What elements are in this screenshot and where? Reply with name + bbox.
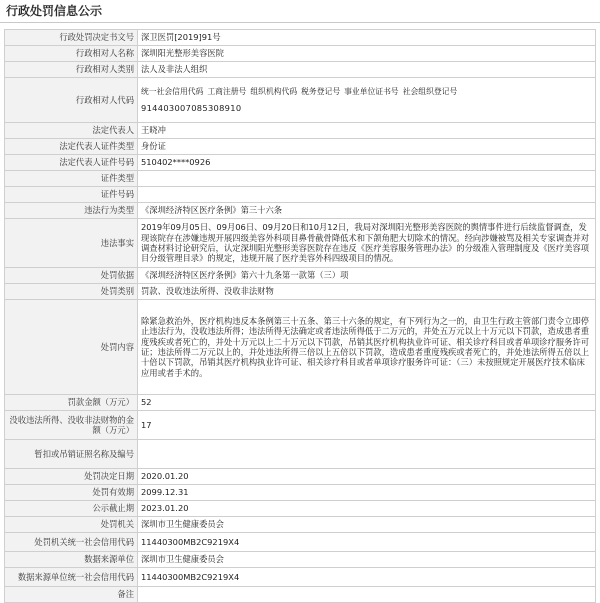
row-legal-rep-id-type: [5, 139, 596, 155]
value-party-type: 法人及非法人组织: [138, 62, 596, 78]
value-violation-type: 《深圳经济特区医疗条例》第三十六条: [138, 203, 596, 219]
value-confiscated-amount: 17: [138, 411, 596, 440]
row-publish-end: [5, 501, 596, 517]
label-content: 处罚内容: [5, 300, 138, 395]
value-fine-amount: 52: [138, 395, 596, 411]
label-license-name: 暂扣或吊销证照名称及编号: [5, 440, 138, 469]
value-license-name: [138, 440, 596, 469]
page-title: 行政处罚信息公示: [0, 0, 600, 23]
label-fine-amount: 罚款金额（万元）: [5, 395, 138, 411]
value-party-code: [138, 78, 596, 123]
value-authority-code: 11440300MB2C9219X4: [138, 533, 596, 552]
label-decision-date: 处罚决定日期: [5, 469, 138, 485]
row-basis: [5, 268, 596, 284]
subheader-social-org-reg: 社会组织登记号: [402, 86, 458, 96]
row-party-type: [5, 62, 596, 78]
value-uscc: 914403007085308910: [141, 102, 242, 113]
value-content: 除紧急救治外，医疗机构违反本条例第三十五条、第三十六条的规定，有下列行为之一的，由卫生行政主管部门责令立即停止违法行为，没收违法所得；违法所得无法确定或者违法所得低于二万元的，并处五万元以上十万元以下罚款，造成患者重度残疾或者死亡的，并处十万元以上二十万元以下罚款，吊销其医疗机构执业许可证、相关诊疗科目或者单项诊疗服务许可证；违法所得二万元以上的，并处违法所得三倍以上五倍以下罚款，造成患者重度残疾或者死亡的，并处违法所得五倍以上十倍以下罚款，吊销其医疗机构执业许可证、相关诊疗科目或者单项诊疗服务许可证：（三）未按照规定开展医疗技术临床应用或者手术的。: [138, 300, 596, 395]
subheader-business-reg: 工商注册号: [207, 86, 247, 96]
label-legal-rep: 法定代表人: [5, 123, 138, 139]
row-category: [5, 284, 596, 300]
value-doc-no: 深卫医罚[2019]91号: [138, 30, 596, 46]
value-party-name: 深圳阳光整形美容医院: [138, 46, 596, 62]
subheader-org-code: 组织机构代码: [250, 86, 298, 96]
label-authority: 处罚机关: [5, 517, 138, 533]
code-subheaders: [141, 87, 592, 97]
row-authority-code: [5, 533, 596, 552]
row-party-name: [5, 46, 596, 62]
value-basis: 《深圳经济特区医疗条例》第六十九条第一款第（三）项: [138, 268, 596, 284]
label-violation-type: 违法行为类型: [5, 203, 138, 219]
value-authority: 深圳市卫生健康委员会: [138, 517, 596, 533]
row-confiscated-amount: [5, 411, 596, 440]
label-party-code: 行政相对人代码: [5, 78, 138, 123]
row-valid-until: [5, 485, 596, 501]
row-legal-rep: [5, 123, 596, 139]
row-cert-no: [5, 187, 596, 203]
value-valid-until: 2099.12.31: [138, 485, 596, 501]
label-legal-rep-id-type: 法定代表人证件类型: [5, 139, 138, 155]
value-violation-facts: 2019年09月05日、09月06日、09月20日和10月12日，我局对深圳阳光整形美容医院的舆情事件进行后续监督调查，发现该院存在涉嫌违规开展四级美容外科项目鼻骨截骨降低术和下颌角肥大切除术的情况。经向涉嫌被骂及相关专家调查并对调查材料讨论研究后，认定深圳阳光整形美容医院存在违反《医疗美容服务管理办法》的分级准入管理制度及《医疗美容项目分级管理目录》的规定，违规开展了医疗美容外科四级项目的情况。: [138, 219, 596, 268]
label-cert-no: 证件号码: [5, 187, 138, 203]
row-cert-type: [5, 171, 596, 187]
row-decision-date: [5, 469, 596, 485]
label-legal-rep-id-no: 法定代表人证件号码: [5, 155, 138, 171]
value-publish-end: 2023.01.20: [138, 501, 596, 517]
value-remarks: [138, 587, 596, 603]
row-fine-amount: [5, 395, 596, 411]
row-authority: [5, 517, 596, 533]
value-legal-rep: 王晓冲: [138, 123, 596, 139]
label-confiscated-amount: 没收违法所得、没收非法财物的金额（万元）: [5, 411, 138, 440]
subheader-institution-cert: 事业单位证书号: [344, 86, 399, 96]
row-remarks: [5, 587, 596, 603]
row-violation-facts: [5, 219, 596, 268]
row-violation-type: [5, 203, 596, 219]
value-source-unit-code: 11440300MB2C9219X4: [138, 568, 596, 587]
label-valid-until: 处罚有效期: [5, 485, 138, 501]
row-source-unit-code: [5, 568, 596, 587]
value-cert-type: [138, 171, 596, 187]
label-authority-code: 处罚机关统一社会信用代码: [5, 533, 138, 552]
label-source-unit: 数据来源单位: [5, 552, 138, 568]
row-legal-rep-id-no: [5, 155, 596, 171]
subheader-uscc: 统一社会信用代码: [141, 86, 204, 96]
subheader-tax-reg: 税务登记号: [301, 86, 341, 96]
label-remarks: 备注: [5, 587, 138, 603]
label-cert-type: 证件类型: [5, 171, 138, 187]
value-decision-date: 2020.01.20: [138, 469, 596, 485]
row-party-code: [5, 78, 596, 123]
row-doc-no: [5, 30, 596, 46]
value-legal-rep-id-type: 身份证: [138, 139, 596, 155]
label-party-name: 行政相对人名称: [5, 46, 138, 62]
penalty-info-table: [4, 29, 596, 603]
value-cert-no: [138, 187, 596, 203]
value-source-unit: 深圳市卫生健康委员会: [138, 552, 596, 568]
label-category: 处罚类别: [5, 284, 138, 300]
label-doc-no: 行政处罚决定书文号: [5, 30, 138, 46]
row-content: [5, 300, 596, 395]
row-source-unit: [5, 552, 596, 568]
label-publish-end: 公示截止期: [5, 501, 138, 517]
label-violation-facts: 违法事实: [5, 219, 138, 268]
row-license-name: [5, 440, 596, 469]
label-source-unit-code: 数据来源单位统一社会信用代码: [5, 568, 138, 587]
label-party-type: 行政相对人类别: [5, 62, 138, 78]
label-basis: 处罚依据: [5, 268, 138, 284]
value-legal-rep-id-no: 510402****0926: [138, 155, 596, 171]
value-category: 罚款、没收违法所得、没收非法财物: [138, 284, 596, 300]
